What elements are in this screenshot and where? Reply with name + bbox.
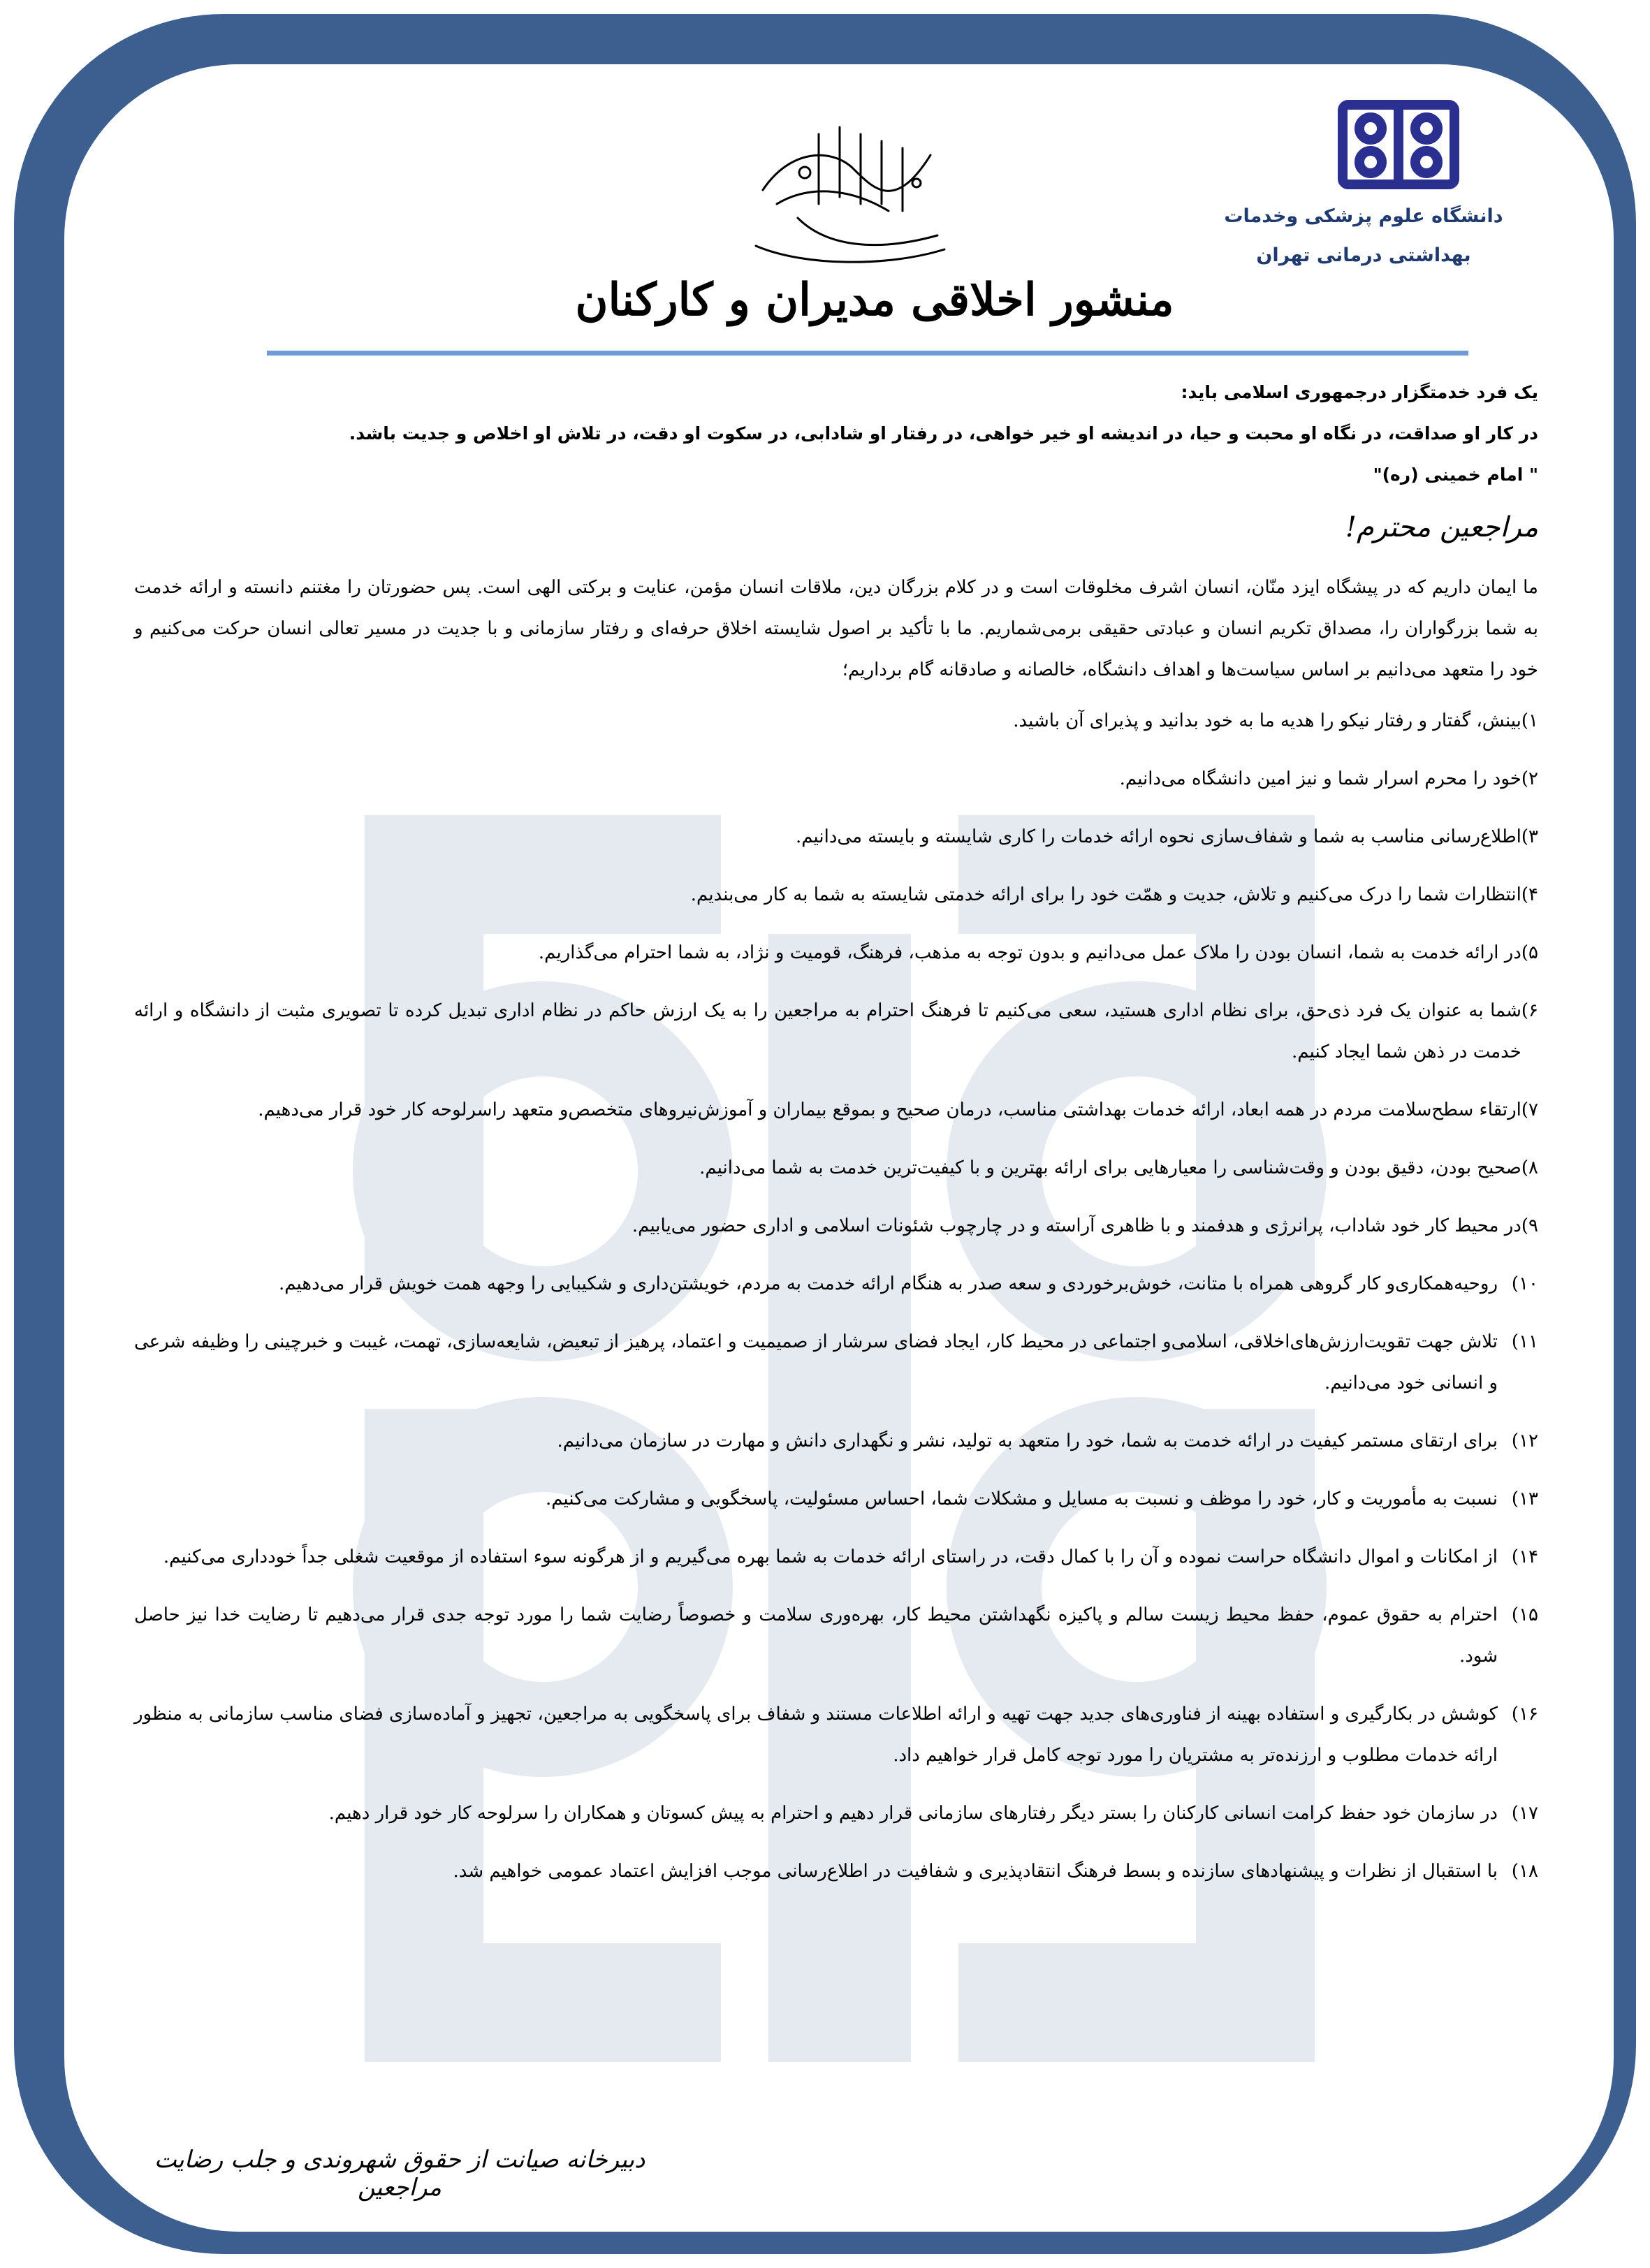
intro-paragraph: ما ایمان داریم که در پیشگاه ایزد منّان، انسان اشرف مخلوقات است و در کلام بزرگان دین، ملاقات انسان مؤمن، عنایت و برکتی الهی است. پس حضورتان را مغتنم دانسته و ارائه خدمت به شما بزرگواران را، مصداق تکریم انسان و عبادتی حقیقی برمی‌شماریم. ما با تأکید بر اصول شایسته اخلاق حرفه‌ای و رفتار سازمانی و با جدیت در مسیر تعالی انسان حرکت می‌کنیم و خود را متعهد می‌دانیم بر اساس سیاست‌ها و اهداف دانشگاه، خالصانه و صادقانه گام برداریم؛: [134, 577, 1538, 680]
item-number: ۲): [1521, 768, 1538, 789]
list-item: [134, 701, 1538, 742]
title-underline: [267, 351, 1468, 356]
item-number: ۷): [1521, 1099, 1538, 1120]
list-item: [134, 1206, 1538, 1247]
item-text: در محیط کار خود شاداب، پرانرژی و هدفمند و با ظاهری آراسته و در چارچوب شئونات اسلامی و اداری حضور می‌یابیم.: [631, 1215, 1521, 1236]
list-item: [134, 1851, 1538, 1892]
item-text: صحیح بودن، دقیق بودن و وقت‌شناسی را معیارهایی برای ارائه بهترین و با کیفیت‌ترین خدمت به شما می‌دانیم.: [699, 1157, 1521, 1178]
list-item: [134, 932, 1538, 974]
item-text: با استقبال از نظرات و پیشنهادهای سازنده و بسط فرهنگ انتقادپذیری و شفافیت در اطلاع‌رسانی موجب افزایش اعتماد عمومی خواهیم شد.: [453, 1861, 1498, 1882]
intro-line1: یک فرد خدمتگزار درجمهوری اسلامی باید:: [1181, 382, 1538, 402]
university-name-line2: بهداشتی درمانی تهران: [1256, 244, 1471, 266]
item-number: ۸): [1521, 1157, 1538, 1178]
list-item: [134, 1148, 1538, 1189]
intro-quote-attribution: " امام خمینی (ره)": [1373, 464, 1538, 485]
list-item: [134, 1479, 1538, 1520]
list-item: [134, 990, 1538, 1073]
list-item: [134, 1264, 1538, 1305]
item-number: ۱۲): [1511, 1431, 1538, 1451]
university-name: [1196, 197, 1531, 275]
charter-items-list: [134, 701, 1538, 1892]
list-item: [134, 1421, 1538, 1462]
university-name-line1: دانشگاه علوم پزشکی وخدمات: [1224, 205, 1503, 227]
item-text: اطلاع‌رسانی مناسب به شما و شفاف‌سازی نحوه ارائه خدمات را کاری شایسته و بایسته می‌دانیم.: [795, 826, 1521, 847]
list-item: [134, 1090, 1538, 1131]
item-number: ۱۷): [1511, 1803, 1538, 1824]
item-text: در ارائه خدمت به شما، انسان بودن را ملاک عمل می‌دانیم و بدون توجه به مذهب، فرهنگ، قومیت و نژاد، به شما احترام می‌گذاریم.: [538, 942, 1521, 963]
list-item: [134, 817, 1538, 858]
item-number: ۹): [1521, 1215, 1538, 1236]
item-text: روحیه‌همکاری‌و کار گروهی همراه با متانت، خوش‌برخوردی و سعه صدر به هنگام ارائه خدمت به مردم، خویشتن‌داری و شکیبایی را وجهه همت خویش قرار می‌دهیم.: [278, 1273, 1498, 1294]
list-item: [134, 1595, 1538, 1677]
intro-quote: [134, 372, 1538, 495]
item-number: ۴): [1521, 884, 1538, 905]
item-text: نسبت به مأموریت و کار، خود را موظف و نسبت به مسایل و مشکلات شما، احساس مسئولیت، پاسخگویی و مشارکت می‌کنیم.: [545, 1488, 1498, 1509]
item-text: کوشش در بکارگیری و استفاده بهینه از فناوری‌های جدید جهت تهیه و ارائه اطلاعات مستند و شفاف برای پاسخگویی به مراجعین، تجهیز و آماده‌سازی فضای مناسب سازمانی به منظور ارائه خدمات مطلوب و ارزنده‌تر به مشتریان را مورد توجه کامل قرار خواهیم داد.: [134, 1704, 1498, 1766]
charter-body: [134, 567, 1538, 1909]
item-number: ۱۳): [1511, 1488, 1538, 1509]
item-number: ۵): [1521, 942, 1538, 963]
item-text: در سازمان خود حفظ کرامت انسانی کارکنان را بستر دیگر رفتارهای سازمانی قرار دهیم و احترام به پیش کسوتان و همکاران را سرلوحه کار خود قرار دهیم.: [328, 1803, 1498, 1824]
item-number: ۳): [1521, 826, 1538, 847]
list-item: [134, 1793, 1538, 1834]
item-number: ۱۸): [1511, 1861, 1538, 1882]
item-number: ۱۶): [1511, 1704, 1538, 1725]
list-item: [134, 875, 1538, 916]
item-text: شما به عنوان یک فرد ذی‌حق، برای نظام اداری هستید، سعی می‌کنیم تا فرهنگ احترام به مراجعین را به یک ارزش حاکم در نظام اداری تبدیل کرده تا تصویری مثبت از دانشگاه و ارائه خدمت در ذهن شما ایجاد کنیم.: [134, 1000, 1521, 1062]
page-sheet: [64, 64, 1614, 2232]
item-number: ۱۵): [1511, 1604, 1538, 1625]
list-item: [134, 759, 1538, 800]
greeting: مراجعین محترم!: [1345, 511, 1538, 543]
university-logo-icon: [1336, 99, 1461, 190]
item-text: ارتقاء سطح‌سلامت مردم در همه ابعاد، ارائه خدمات بهداشتی مناسب، درمان صحیح و بموقع بیماران و آموزش‌نیروهای متخصص‌و متعهد راسرلوحه کار خود قرار می‌دهیم.: [258, 1099, 1521, 1120]
item-number: ۶): [1521, 1000, 1538, 1021]
item-text: احترام به حقوق عموم، حفظ محیط زیست سالم و پاکیزه نگهداشتن محیط کار، بهره‌وری سلامت و خصوصاً رضایت شما را مورد توجه جدی قرار می‌دهیم تا رضایت خدا نیز حاصل شود.: [134, 1604, 1498, 1667]
item-number: ۱): [1521, 710, 1538, 731]
item-text: برای ارتقای مستمر کیفیت در ارائه خدمت به شما، خود را متعهد به تولید، نشر و نگهداری دانش و مهارت در سازمان می‌دانیم.: [557, 1431, 1498, 1451]
page-title: منشور اخلاقی مدیران و کارکنان: [575, 274, 1174, 326]
list-item: [134, 1322, 1538, 1404]
basmala-calligraphy-icon: [735, 106, 958, 281]
item-number: ۱۰): [1511, 1273, 1538, 1294]
item-number: ۱۱): [1511, 1331, 1538, 1352]
list-item: [134, 1694, 1538, 1776]
intro-line2: در کار او صداقت، در نگاه او محبت و حیا، در اندیشه او خیر خواهی، در رفتار او شادابی، در سکوت او دقت، در تلاش او اخلاص و جدیت باشد.: [349, 423, 1538, 444]
list-item: [134, 1537, 1538, 1578]
item-text: تلاش جهت تقویت‌ارزش‌های‌اخلاقی، اسلامی‌و اجتماعی در محیط کار، ایجاد فضای سرشار از صمیمیت و اعتماد، پرهیز از تبعیض، شایعه‌سازی، تهمت، غیبت و خبرچینی را وظیفه شرعی و انسانی خود می‌دانیم.: [134, 1331, 1498, 1393]
signature-calligraphy: دبیرخانه صیانت از حقوق شهروندی و جلب رضایت مراجعین: [154, 2146, 645, 2202]
item-text: از امکانات و اموال دانشگاه حراست نموده و آن را با کمال دقت، در راستای ارائه خدمات به شما بهره می‌گیریم و از هرگونه سوء استفاده از موقعیت شغلی جداً خودداری می‌کنیم.: [163, 1546, 1498, 1567]
item-text: انتظارات شما را درک می‌کنیم و تلاش، جدیت و همّت خود را برای ارائه خدمتی شایسته به شما به کار می‌بندیم.: [690, 884, 1521, 905]
item-text: خود را محرم اسرار شما و نیز امین دانشگاه می‌دانیم.: [1119, 768, 1521, 789]
item-text: بینش، گفتار و رفتار نیکو را هدیه ما به خود بدانید و پذیرای آن باشید.: [1013, 710, 1521, 731]
page-border-frame: [14, 14, 1636, 2254]
item-number: ۱۴): [1511, 1546, 1538, 1567]
